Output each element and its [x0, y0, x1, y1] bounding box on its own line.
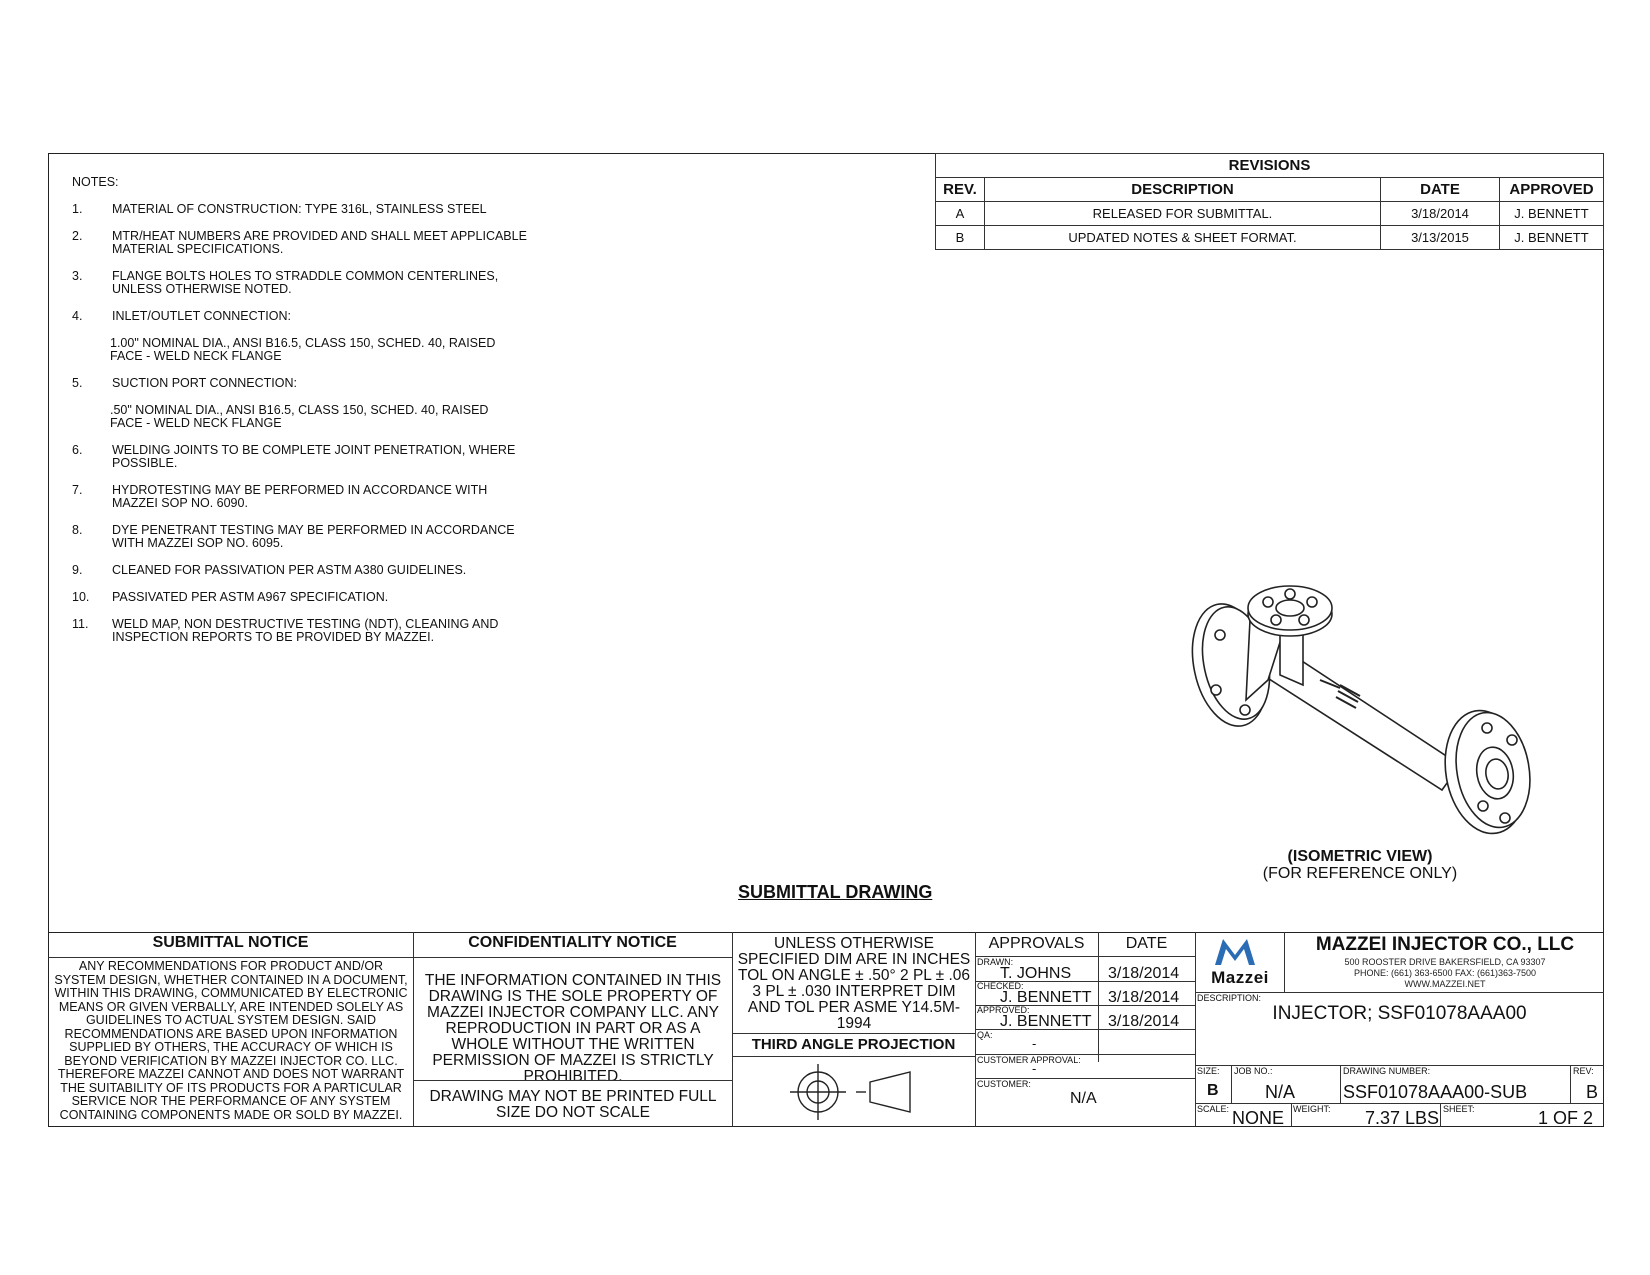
sheet-label: SHEET: — [1443, 1104, 1475, 1114]
note-number: 2. — [72, 229, 83, 243]
note-number: 11. — [72, 617, 89, 631]
customer-approval-value: - — [1032, 1061, 1037, 1076]
part-weight: 7.37 LBS — [1365, 1108, 1440, 1128]
customer-value: N/A — [1070, 1090, 1097, 1107]
drawing-number: SSF01078AAA00-SUB — [1343, 1082, 1528, 1102]
approvals-header: APPROVALS — [988, 935, 1085, 952]
list-item — [72, 270, 542, 296]
mazzei-logo-icon — [1213, 937, 1257, 967]
note-number: 7. — [72, 483, 83, 497]
approvals-date-header: DATE — [1125, 935, 1168, 952]
company-website: WWW.MAZZEI.NET — [1404, 979, 1486, 989]
list-item — [72, 591, 542, 604]
list-item — [72, 230, 542, 256]
list-item — [72, 444, 542, 470]
tolerance-block: UNLESS OTHERWISE SPECIFIED DIM ARE IN INCHES TOL ON ANGLE ± .50° 2 PL ± .06 3 PL ± .030 INTERPRET DIM AND TOL PER ASME Y14.5M-1994 — [737, 935, 971, 1032]
table-row — [936, 202, 1604, 226]
note-text: PASSIVATED PER ASTM A967 SPECIFICATION. — [112, 590, 389, 604]
revision-letter: B — [1586, 1082, 1599, 1102]
rev-cell: A — [936, 202, 985, 226]
checked-date: 3/18/2014 — [1108, 989, 1180, 1006]
note-number: 8. — [72, 523, 83, 537]
note-number: 1. — [72, 202, 83, 216]
approved-date: 3/18/2014 — [1108, 1013, 1180, 1030]
list-item — [72, 377, 542, 390]
drawn-by: T. JOHNS — [1000, 965, 1072, 982]
note-number: 10. — [72, 590, 90, 604]
reference-only-label: (FOR REFERENCE ONLY) — [1262, 865, 1458, 882]
revisions-table — [935, 153, 1604, 250]
qa-label: QA: — [977, 1030, 993, 1040]
list-item — [72, 203, 542, 216]
date-cell: 3/13/2015 — [1381, 226, 1500, 250]
table-row — [936, 226, 1604, 250]
qa-value: - — [1032, 1036, 1037, 1051]
confidentiality-notice-text: THE INFORMATION CONTAINED IN THIS DRAWING IS THE SOLE PROPERTY OF MAZZEI INJECTOR COMPANY LLC. ANY REPRODUCTION IN PART OR AS A WHOLE WITHOUT THE WRITTEN PERMISSION OF MAZZEI IS STRICTLY PROHIBITED. — [424, 972, 722, 1085]
approved-label: APPROVED: — [977, 1005, 1030, 1015]
note-text: WELDING JOINTS TO BE COMPLETE JOINT PENETRATION, WHERE POSSIBLE. — [112, 443, 516, 470]
notes-title: NOTES: — [72, 175, 119, 189]
approved-cell: J. BENNETT — [1500, 226, 1604, 250]
drawing-title: SUBMITTAL DRAWING — [738, 882, 933, 902]
note-number: 6. — [72, 443, 83, 457]
approved-cell: J. BENNETT — [1500, 202, 1604, 226]
list-item — [72, 484, 542, 510]
checked-label: CHECKED: — [977, 981, 1024, 991]
confidentiality-notice-title: CONFIDENTIALITY NOTICE — [468, 934, 677, 951]
sheet-size: B — [1207, 1082, 1219, 1099]
weight-label: WEIGHT: — [1293, 1104, 1331, 1114]
list-item — [72, 618, 542, 644]
note-number: 3. — [72, 269, 83, 283]
job-number: N/A — [1265, 1082, 1296, 1102]
list-item — [72, 524, 542, 550]
do-not-scale-notice: DRAWING MAY NOT BE PRINTED FULL SIZE DO NOT SCALE — [429, 1088, 717, 1121]
company-name: MAZZEI INJECTOR CO., LLC — [1315, 934, 1575, 955]
note-number: 4. — [72, 309, 83, 323]
job-number-label: JOB NO.: — [1234, 1066, 1273, 1076]
note-text: SUCTION PORT CONNECTION: — [112, 376, 297, 390]
date-col-header: DATE — [1381, 178, 1500, 202]
note-text: CLEANED FOR PASSIVATION PER ASTM A380 GUIDELINES. — [112, 563, 467, 577]
scale-label: SCALE: — [1197, 1104, 1230, 1114]
mazzei-logo-text: Mazzei — [1211, 968, 1269, 987]
list-item — [72, 564, 542, 577]
sheet-number: 1 OF 2 — [1538, 1108, 1594, 1128]
list-item — [72, 310, 542, 323]
notes-block — [72, 176, 542, 658]
note-number: 5. — [72, 376, 83, 390]
customer-label: CUSTOMER: — [977, 1079, 1031, 1089]
note-text: 1.00" NOMINAL DIA., ANSI B16.5, CLASS 150, SCHED. 40, RAISED FACE - WELD NECK FLANGE — [110, 336, 496, 363]
note-text: DYE PENETRANT TESTING MAY BE PERFORMED IN ACCORDANCE WITH MAZZEI SOP NO. 6095. — [112, 523, 515, 550]
customer-approval-label: CUSTOMER APPROVAL: — [977, 1055, 1081, 1065]
note-text: HYDROTESTING MAY BE PERFORMED IN ACCORDANCE WITH MAZZEI SOP NO. 6090. — [112, 483, 488, 510]
drawn-date: 3/18/2014 — [1108, 965, 1180, 982]
description-cell: RELEASED FOR SUBMITTAL. — [985, 202, 1381, 226]
drawn-label: DRAWN: — [977, 957, 1014, 967]
date-cell: 3/18/2014 — [1381, 202, 1500, 226]
rev-label: REV: — [1573, 1066, 1594, 1076]
size-label: SIZE: — [1197, 1066, 1220, 1076]
description-label: DESCRIPTION: — [1197, 993, 1262, 1003]
part-description: INJECTOR; SSF01078AAA00 — [1272, 1003, 1527, 1024]
company-address: 500 ROOSTER DRIVE BAKERSFIELD, CA 93307 — [1344, 957, 1546, 967]
note-number: 9. — [72, 563, 83, 577]
drawing-number-label: DRAWING NUMBER: — [1343, 1066, 1431, 1076]
note-text: MATERIAL OF CONSTRUCTION: TYPE 316L, STAINLESS STEEL — [112, 202, 487, 216]
third-angle-projection-title: THIRD ANGLE PROJECTION — [751, 1036, 956, 1053]
isometric-injector-drawing — [1190, 580, 1550, 850]
submittal-notice-text: ANY RECOMMENDATIONS FOR PRODUCT AND/OR SYSTEM DESIGN, WHETHER CONTAINED IN A DOCUMENT, WITHIN THIS DRAWING, COMMUNICATED BY ELECTRONIC MEANS OR GIVEN VERBALLY, ARE INTENDED SOLELY AS GUIDELINES TO ACTUAL SYSTEM DESIGN. SAID RECOMMENDATIONS ARE BASED UPON INFORMATION SUPPLIED BY OTHERS, THE ACCURACY OF WHICH IS BEYOND VERIFICATION BY MAZZEI INJECTOR CO. LLC. THEREFORE MAZZEI CANNOT AND DOES NOT WARRANT THE SUITABILITY OF ITS PRODUCTS FOR A PARTICULAR SERVICE NOR THE PERFORMANCE OF ANY SYSTEM CONTAINING COMPONENTS MADE OR SOLD BY MAZZEI. — [54, 959, 408, 1122]
rev-col-header: REV. — [936, 178, 985, 202]
approved-by: J. BENNETT — [1000, 1013, 1092, 1030]
note-text: FLANGE BOLTS HOLES TO STRADDLE COMMON CENTERLINES, UNLESS OTHERWISE NOTED. — [112, 269, 499, 296]
revisions-title: REVISIONS — [936, 154, 1604, 178]
note-text: MTR/HEAT NUMBERS ARE PROVIDED AND SHALL MEET APPLICABLE MATERIAL SPECIFICATIONS. — [112, 229, 527, 256]
checked-by: J. BENNETT — [1000, 989, 1092, 1006]
list-item — [72, 337, 542, 363]
description-col-header: DESCRIPTION — [985, 178, 1381, 202]
submittal-notice-title: SUBMITTAL NOTICE — [152, 934, 309, 951]
list-item — [72, 404, 542, 430]
note-text: .50" NOMINAL DIA., ANSI B16.5, CLASS 150, SCHED. 40, RAISED FACE - WELD NECK FLANGE — [110, 403, 489, 430]
third-angle-projection-icon — [790, 1064, 920, 1120]
drawing-scale: NONE — [1232, 1108, 1285, 1128]
description-cell: UPDATED NOTES & SHEET FORMAT. — [985, 226, 1381, 250]
note-text: WELD MAP, NON DESTRUCTIVE TESTING (NDT), CLEANING AND INSPECTION REPORTS TO BE PROVIDED BY MAZZEI. — [112, 617, 499, 644]
rev-cell: B — [936, 226, 985, 250]
note-text: INLET/OUTLET CONNECTION: — [112, 309, 291, 323]
isometric-view-label: (ISOMETRIC VIEW) — [1287, 848, 1433, 865]
isometric-label — [1240, 848, 1480, 882]
company-phone: PHONE: (661) 363-6500 FAX: (661)363-7500 — [1353, 968, 1537, 978]
approved-col-header: APPROVED — [1500, 178, 1604, 202]
